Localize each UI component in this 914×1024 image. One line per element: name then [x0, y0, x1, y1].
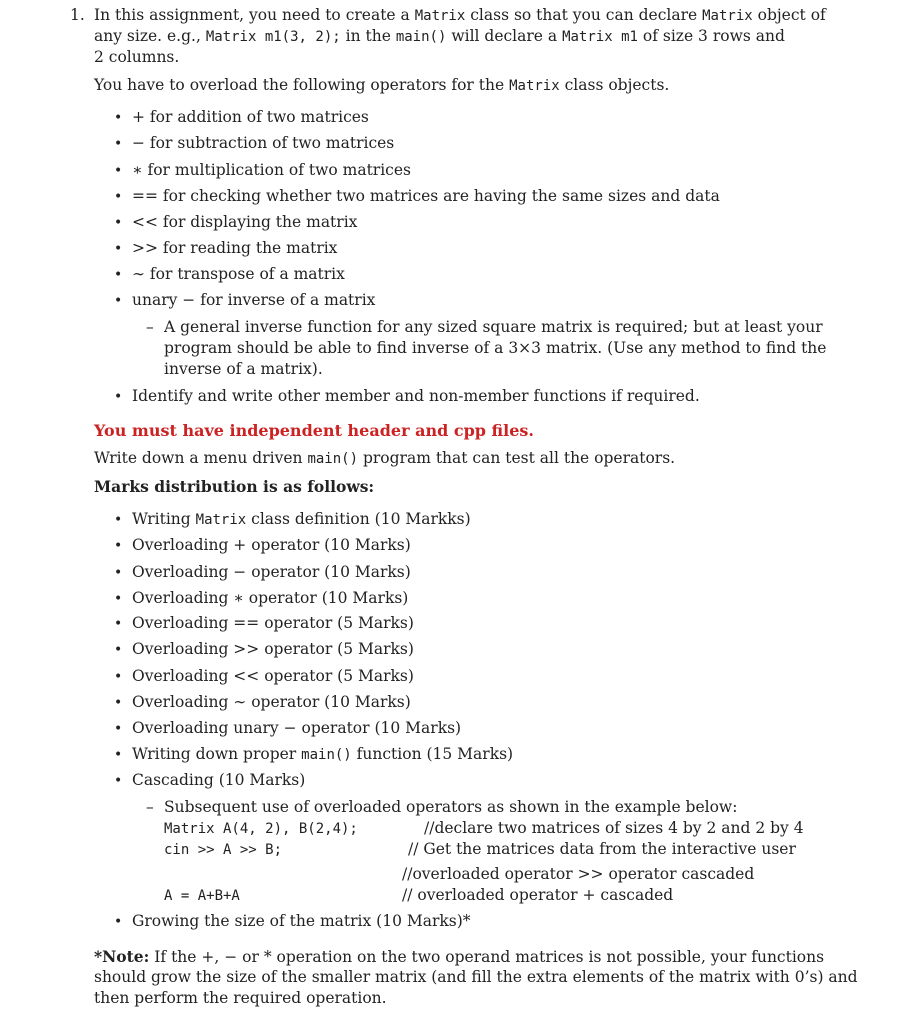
- bullet: •: [114, 163, 123, 179]
- intro-line-2: any size. e.g., Matrix m1(3, 2); in the main() will declare a Matrix m1 of size 3 rows and: [94, 27, 785, 45]
- note-line-1: *Note: If the +, − or * operation on the two operand matrices is not possible, your functions: [94, 947, 825, 966]
- bullet: •: [114, 565, 123, 581]
- bullet: •: [114, 110, 123, 126]
- list-item: Overloading + operator (10 Marks): [132, 536, 411, 554]
- list-item: == for checking whether two matrices are having the same sizes and data: [132, 187, 720, 205]
- bullet: •: [114, 747, 123, 763]
- bullet: •: [114, 591, 123, 607]
- list-item: Cascading (10 Marks): [132, 771, 306, 789]
- bullet: •: [114, 695, 123, 711]
- bullet: •: [114, 669, 123, 685]
- code-line: cin >> A >> B;: [164, 842, 283, 858]
- bullet: •: [114, 215, 123, 231]
- bullet: •: [114, 914, 123, 930]
- list-item: Overloading << operator (5 Marks): [132, 667, 414, 685]
- inverse-note-line: A general inverse function for any sized square matrix is required; but at least your: [164, 318, 823, 336]
- intro-line-3: 2 columns.: [94, 48, 180, 66]
- list-item: Overloading unary − operator (10 Marks): [132, 719, 462, 737]
- code-line: Matrix A(4, 2), B(2,4);: [164, 821, 358, 837]
- code-line: A = A+B+A: [164, 888, 240, 904]
- note-line-3: then perform the required operation.: [94, 989, 387, 1007]
- bullet: •: [114, 241, 123, 257]
- list-item: + for addition of two matrices: [132, 108, 369, 126]
- dash-marker: –: [146, 798, 154, 816]
- list-item: Overloading ∼ operator (10 Marks): [132, 693, 411, 711]
- list-item: >> for reading the matrix: [132, 239, 338, 257]
- menu-instruction: Write down a menu driven main() program that can test all the operators.: [94, 449, 676, 467]
- bullet: •: [114, 189, 123, 205]
- bullet: •: [114, 642, 123, 658]
- list-item: ∼ for transpose of a matrix: [132, 265, 345, 283]
- growing-item: Growing the size of the matrix (10 Marks)*: [132, 912, 471, 930]
- bullet: •: [114, 538, 123, 554]
- dash-marker: –: [146, 318, 154, 336]
- list-item: Overloading >> operator (5 Marks): [132, 640, 414, 658]
- bullet: •: [114, 389, 123, 405]
- bullet: •: [114, 616, 123, 632]
- note-label: *Note:: [94, 947, 150, 966]
- bullet: •: [114, 136, 123, 152]
- list-item: Overloading − operator (10 Marks): [132, 563, 411, 581]
- bullet: •: [114, 293, 123, 309]
- list-item: Overloading ∗ operator (10 Marks): [132, 589, 409, 607]
- must-have-notice: You must have independent header and cpp files.: [94, 421, 534, 440]
- inverse-note-line: program should be able to find inverse of a 3×3 matrix. (Use any method to find the: [164, 339, 827, 357]
- list-item: Writing Matrix class definition (10 Markks): [132, 510, 471, 528]
- overload-intro: You have to overload the following operators for the Matrix class objects.: [94, 76, 670, 94]
- list-item: << for displaying the matrix: [132, 213, 358, 231]
- marks-heading: Marks distribution is as follows:: [94, 477, 375, 496]
- list-item: ∗ for multiplication of two matrices: [132, 161, 411, 179]
- bullet: •: [114, 512, 123, 528]
- list-item: − for subtraction of two matrices: [132, 134, 395, 152]
- list-item: Writing down proper main() function (15 Marks): [132, 745, 514, 763]
- bullet: •: [114, 267, 123, 283]
- list-item: Overloading == operator (5 Marks): [132, 614, 414, 632]
- code-comment: //overloaded operator >> operator cascaded: [402, 865, 755, 883]
- code-comment: //declare two matrices of sizes 4 by 2 and 2 by 4: [424, 819, 804, 837]
- note-line-2: should grow the size of the smaller matrix (and fill the extra elements of the matrix with 0’s) and: [94, 968, 858, 986]
- intro-line-1: In this assignment, you need to create a Matrix class so that you can declare Matrix object of: [94, 6, 826, 24]
- code-comment: // overloaded operator + cascaded: [402, 886, 674, 904]
- item-number: 1.: [70, 6, 85, 24]
- inverse-note-line: inverse of a matrix).: [164, 360, 323, 378]
- bullet: •: [114, 773, 123, 789]
- list-item: unary − for inverse of a matrix: [132, 291, 376, 309]
- identify-item: Identify and write other member and non-member functions if required.: [132, 387, 700, 405]
- code-comment: // Get the matrices data from the interactive user: [408, 840, 796, 858]
- cascade-note: Subsequent use of overloaded operators as shown in the example below:: [164, 798, 738, 816]
- bullet: •: [114, 721, 123, 737]
